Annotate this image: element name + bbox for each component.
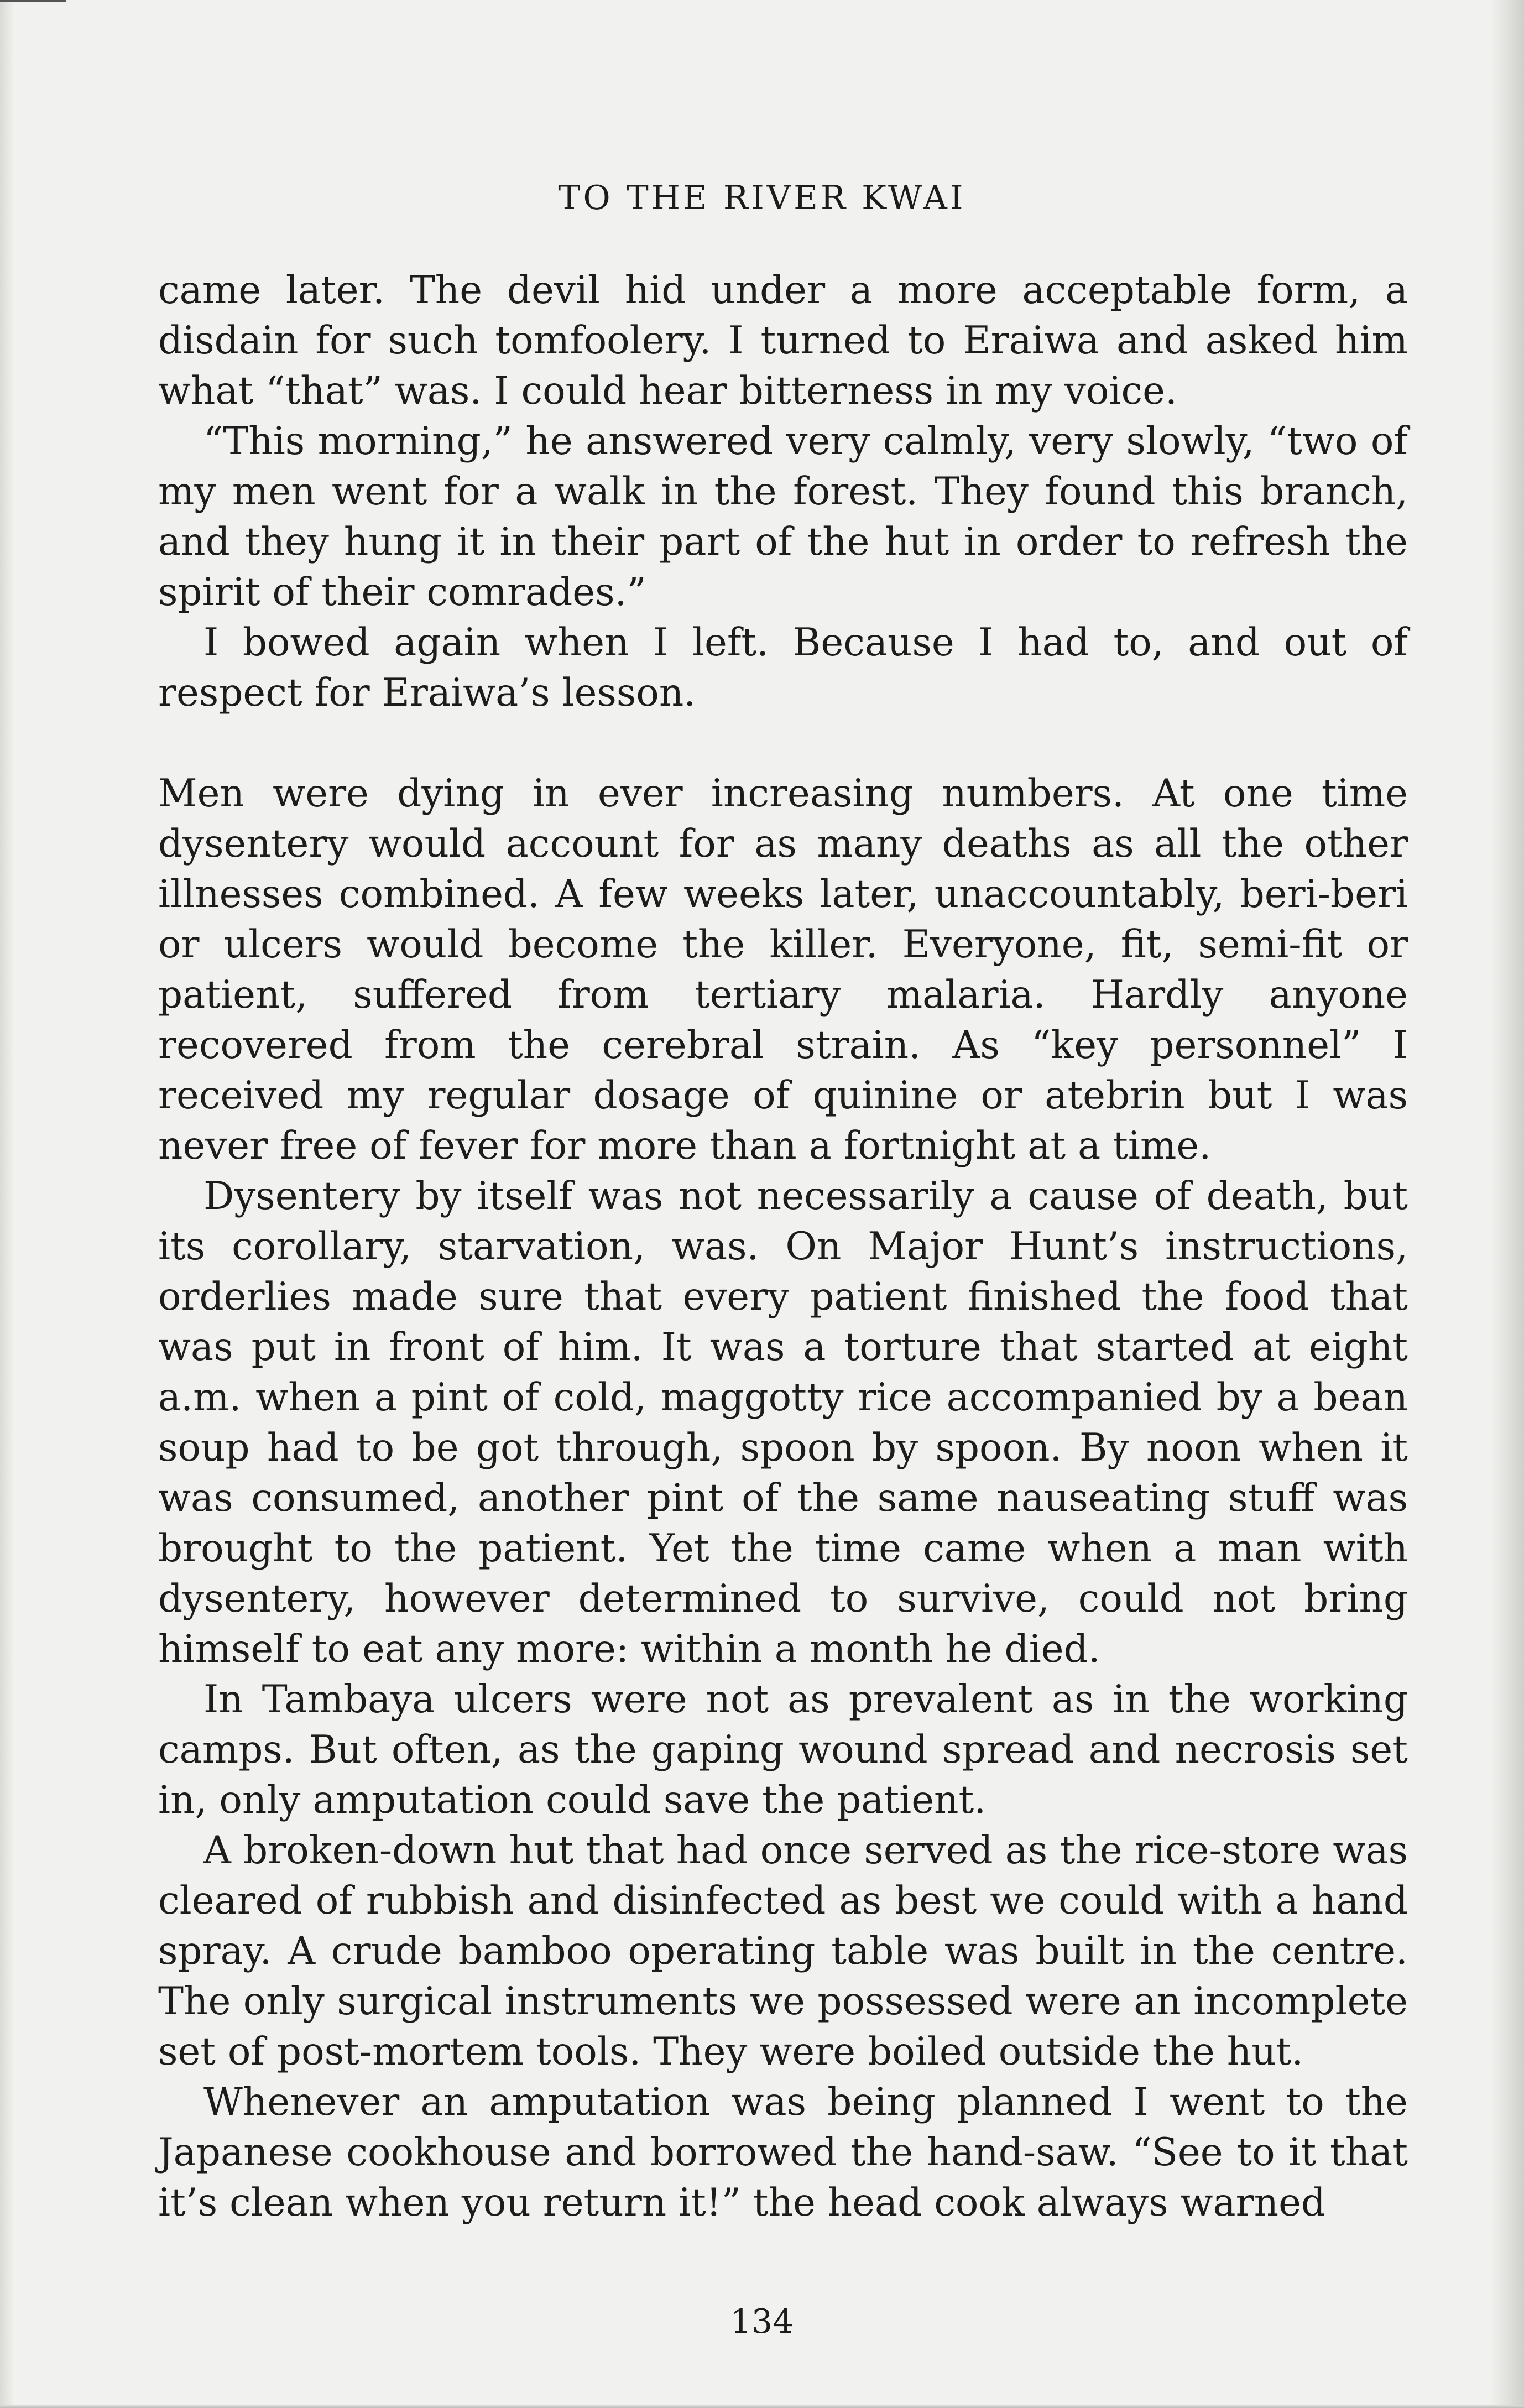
paragraph: Men were dying in ever increasing numbers. At one time dysentery would account for as many deaths as all the other illnesses combined. A few weeks later, unaccountably, beri-beri or ulcers would become the killer. Everyone, fit, semi-fit or patient, suffered from tertiary malaria. Hardly anyone recovered from the cerebral strain. As “key personnel” I received my regular dosage of quinine or atebrin but I was never free of fever for more than a fortnight at a time. [158,772,1408,1168]
body-text [158,265,1408,2228]
paragraph: came later. The devil hid under a more acceptable form, a disdain for such tomfoolery. I turned to Eraiwa and asked him what “that” was. I could hear bitterness in my voice. [158,268,1408,413]
paragraph: A broken-down hut that had once served as the rice-store was cleared of rubbish and disinfected as best we could with a hand spray. A crude bamboo operating table was built in the centre. The only surgical instruments we possessed were an incomplete set of post-mortem tools. They were boiled outside the hut. [158,1828,1408,2074]
paragraph: “This morning,” he answered very calmly, very slowly, “two of my men went for a walk in the forest. They found this branch, and they hung it in their part of the hut in order to refresh the spirit of their comrades.” [158,419,1408,614]
scan-rule-bottom [0,2405,1524,2408]
scan-rule-top [0,0,66,2]
page-number: 134 [730,2302,794,2341]
paragraph: Dysentery by itself was not necessarily a cause of death, but its corollary, starvation, was. On Major Hunt’s instructions, orderlies made sure that every patient finished the food that was put in front of him. It was a torture that started at eight a.m. when a pint of cold, maggotty rice accompanied by a bean soup had to be got through, spoon by spoon. By noon when it was consumed, another pint of the same nauseating stuff was brought to the patient. Yet the time came when a man with dysentery, however determined to survive, could not bring himself to eat any more: within a month he died. [158,1174,1408,1671]
running-head: TO THE RIVER KWAI [558,179,966,217]
paragraph: In Tambaya ulcers were not as prevalent as in the working camps. But often, as the gaping wound spread and necrosis set in, only amputation could save the patient. [158,1677,1408,1822]
scan-shadow-right [1491,0,1524,2408]
section-break [158,718,1408,769]
paragraph: I bowed again when I left. Because I had to, and out of respect for Eraiwa’s lesson. [158,621,1408,715]
scan-shadow-left [0,0,14,2408]
paragraph: Whenever an amputation was being planned I went to the Japanese cookhouse and borrowed the hand-saw. “See to it that it’s clean when you return it!” the head cook always warned [158,2080,1408,2225]
